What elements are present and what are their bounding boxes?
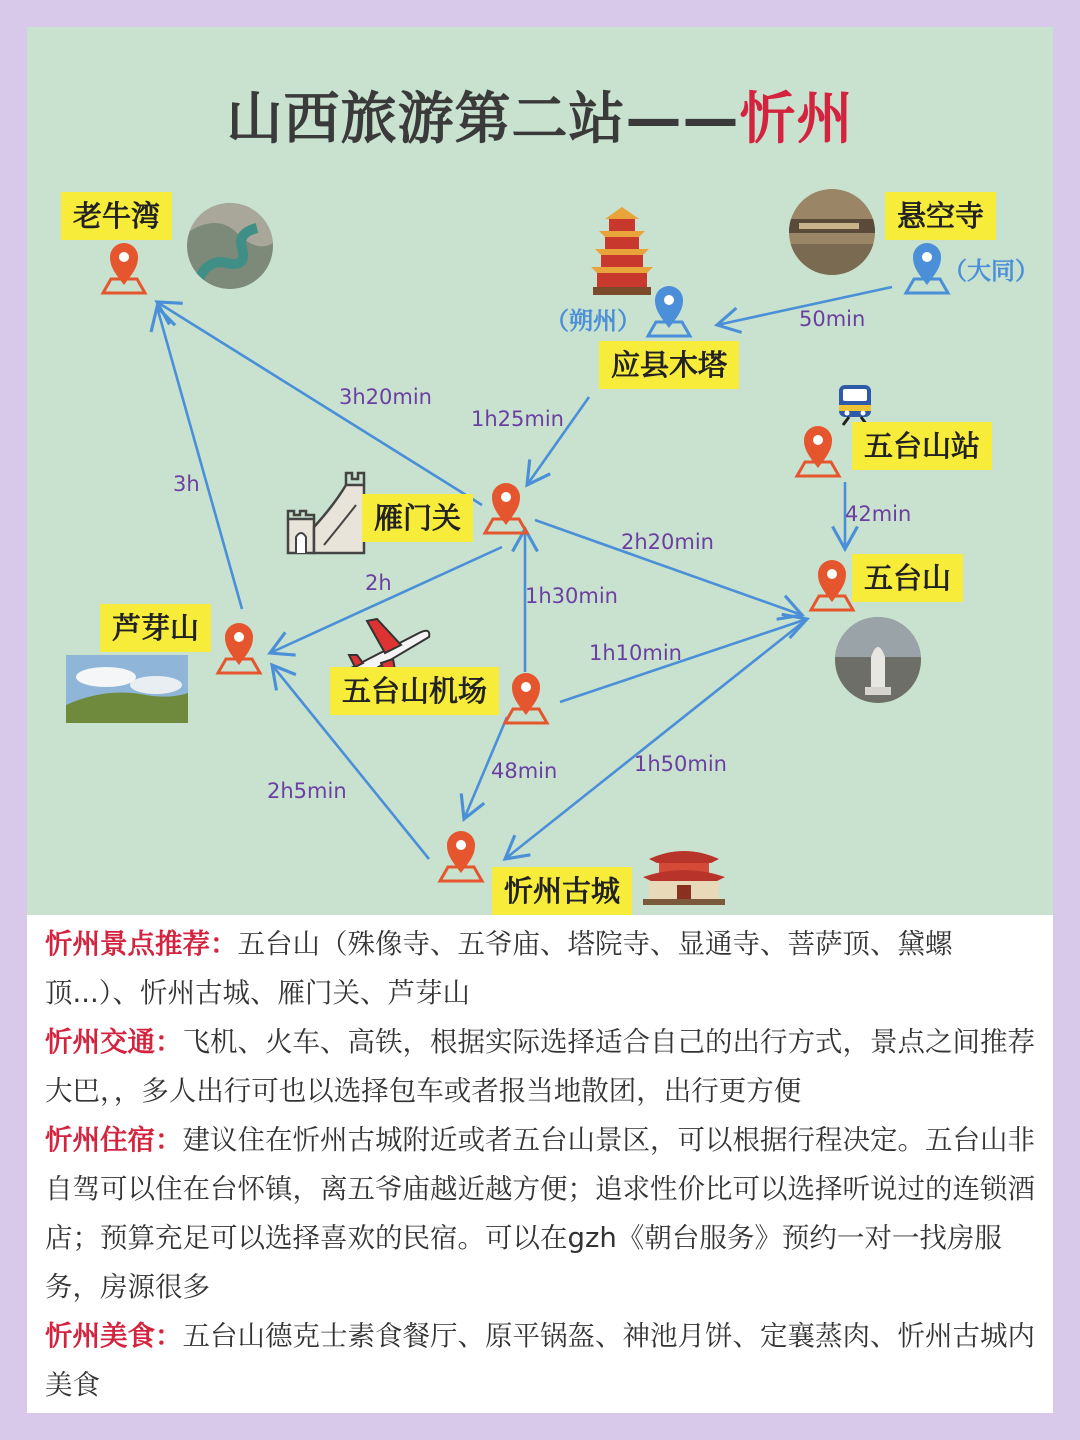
- pin-yanmenguan-icon: [479, 477, 533, 535]
- info-section: [45, 920, 1037, 1410]
- pin-gucheng-icon: [434, 825, 488, 883]
- time-xuankong-yingxian: 50min: [799, 307, 866, 331]
- time-airport-wutai: 1h10min: [589, 641, 682, 665]
- pagoda-icon: [587, 207, 657, 299]
- time-airport-yanmen: 1h30min: [525, 584, 618, 608]
- time-station-wutai: 42min: [845, 502, 912, 526]
- info-attractions: 忻州景点推荐：五台山（殊像寺、五爷庙、塔院寺、显通寺、菩萨顶、黛螺顶...）、忻州古城、雁门关、芦芽山: [45, 928, 953, 1009]
- info-transport: 忻州交通：飞机、火车、高铁，根据实际选择适合自己的出行方式，景点之间推荐大巴，，多人出行可也以选择包车或者报当地散团，出行更方便: [45, 1026, 1035, 1107]
- pin-luyashan-icon: [212, 617, 266, 675]
- label-yingxian: 应县木塔: [599, 341, 739, 389]
- luyashan-photo-icon: [66, 655, 188, 723]
- time-yingxian-yanmen: 1h25min: [471, 407, 564, 431]
- ancient-gate-icon: [639, 843, 729, 905]
- label-airport: 五台山机场: [330, 667, 499, 715]
- label-yanmenguan: 雁门关: [362, 494, 473, 542]
- wutaishan-photo-icon: [835, 617, 921, 703]
- label-gucheng: 忻州古城: [492, 867, 632, 915]
- label-datong: （大同）: [943, 257, 1039, 285]
- label-shuozhou: （朔州）: [545, 307, 641, 335]
- train-icon: [835, 383, 875, 427]
- time-airport-gucheng: 48min: [491, 759, 558, 783]
- label-laoniuwan: 老牛湾: [61, 192, 172, 240]
- title-highlight: 忻州: [739, 87, 854, 152]
- time-yanmen-luya: 2h: [365, 571, 392, 595]
- pin-wutaishan-icon: [805, 554, 859, 612]
- info-lodging: 忻州住宿：建议住在忻州古城附近或者五台山景区，可以根据行程决定。五台山非自驾可以住在台怀镇，离五爷庙越近越方便；追求性价比可以选择听说过的连锁酒店；预算充足可以选择喜欢的民宿。可以在gzh《朝台服务》预约一对一找房服务，房源很多: [45, 1124, 1035, 1303]
- route-map: [27, 27, 1053, 915]
- info-food: 忻州美食：五台山德克士素食餐厅、原平锅盔、神池月饼、定襄蒸肉、忻州古城内美食: [45, 1320, 1035, 1401]
- route-luya-laoniu: [157, 307, 242, 609]
- time-yanmen-laoniu: 3h20min: [339, 385, 432, 409]
- pin-laoniuwan-icon: [97, 237, 151, 295]
- label-luyashan: 芦芽山: [100, 604, 211, 652]
- poster: [27, 27, 1053, 1413]
- xuankongsi-photo-icon: [789, 189, 875, 275]
- time-gucheng-luya: 2h5min: [267, 779, 347, 803]
- pin-airport-icon: [499, 667, 553, 725]
- time-gucheng-wutai: 1h50min: [634, 752, 727, 776]
- label-wutaishan-station: 五台山站: [852, 422, 992, 470]
- label-wutaishan: 五台山: [852, 554, 963, 602]
- time-yanmen-wutai: 2h20min: [621, 530, 714, 554]
- time-luya-laoniu: 3h: [173, 472, 200, 496]
- laoniuwan-photo-icon: [187, 203, 273, 289]
- label-xuankongsi: 悬空寺: [885, 192, 996, 240]
- page-title: 山西旅游第二站——忻州: [226, 87, 854, 152]
- pin-wutaishan-station-icon: [791, 420, 845, 478]
